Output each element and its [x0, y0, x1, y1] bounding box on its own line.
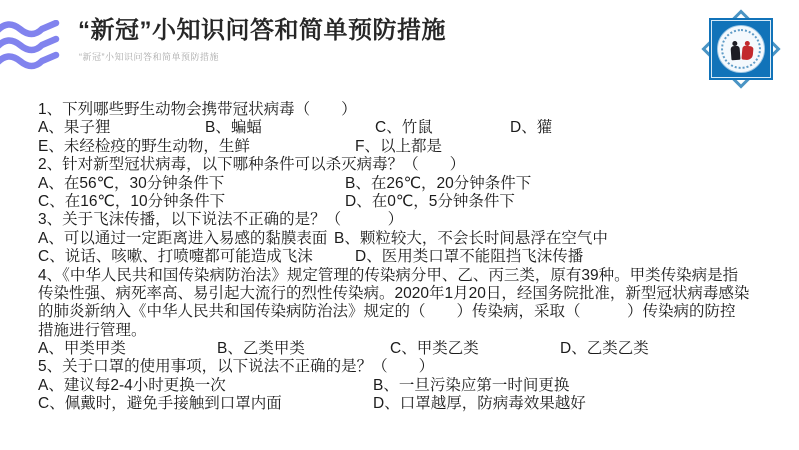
- school-badge-logo: [688, 2, 794, 96]
- badge-figure-red-icon: [741, 46, 753, 61]
- slide-title: “新冠”小知识问答和简单预防措施: [78, 17, 446, 44]
- quiz-line: [38, 395, 783, 413]
- quiz-segment: A、可以通过一定距离进入易感的黏膜表面: [38, 229, 328, 247]
- quiz-segment: A、甲类甲类: [38, 340, 126, 358]
- quiz-line: [38, 101, 783, 119]
- quiz-line: [38, 193, 783, 211]
- quiz-segment: F、以上都是: [355, 137, 442, 155]
- wavy-lines-icon: [0, 20, 60, 72]
- quiz-segment: D、口罩越厚，防病毒效果越好: [373, 395, 586, 413]
- quiz-segment: B、一旦污染应第一时间更换: [373, 376, 570, 394]
- quiz-segment: D、医用类口罩不能阻挡飞沫传播: [355, 248, 584, 266]
- quiz-segment: D、獾: [510, 119, 553, 137]
- quiz-segment: C、竹鼠: [375, 119, 433, 137]
- quiz-line: [38, 285, 783, 303]
- quiz-line: [38, 230, 783, 248]
- slide-subtitle: “新冠”小知识问答和简单预防措施: [79, 52, 219, 62]
- quiz-line: [38, 322, 783, 340]
- quiz-line: [38, 175, 783, 193]
- quiz-segment: A、果子狸: [38, 119, 111, 137]
- quiz-segment: 的肺炎新纳入《中华人民共和国传染病防治法》规定的（ ）传染病，采取（ ）传染病的防控: [38, 303, 736, 321]
- quiz-segment: 5、关于口罩的使用事项，以下说法不正确的是？（ ）: [38, 358, 435, 376]
- quiz-segment: C、说话、咳嗽、打喷嚏都可能造成飞沫: [38, 248, 313, 266]
- quiz-segment: D、在0℃，5分钟条件下: [345, 192, 515, 210]
- quiz-body: [38, 101, 783, 414]
- quiz-segment: B、颗粒较大，不会长时间悬浮在空气中: [334, 229, 608, 247]
- quiz-line: [38, 358, 783, 376]
- quiz-segment: 2、针对新型冠状病毒，以下哪种条件可以杀灭病毒？（ ）: [38, 156, 466, 174]
- badge-square: [709, 18, 773, 80]
- quiz-segment: 1、下列哪些野生动物会携带冠状病毒（ ）: [38, 101, 357, 118]
- quiz-line: [38, 303, 783, 321]
- quiz-segment: C、在16℃，10分钟条件下: [38, 192, 226, 210]
- quiz-segment: B、在26℃，20分钟条件下: [345, 174, 532, 192]
- badge-circle: [717, 25, 765, 73]
- quiz-segment: C、甲类乙类: [390, 340, 479, 358]
- quiz-segment: C、佩戴时，避免手接触到口罩内面: [38, 395, 282, 413]
- quiz-segment: 传染性强、病死率高、易引起大流行的烈性传染病。2020年1月20日，经国务院批准，新型冠状病毒感染: [38, 284, 750, 302]
- quiz-segment: 措施进行管理。: [38, 321, 147, 339]
- quiz-line: [38, 156, 783, 174]
- quiz-segment: A、建议每2-4小时更换一次: [38, 376, 226, 394]
- quiz-line: [38, 377, 783, 395]
- badge-figure-dark-icon: [731, 46, 741, 61]
- quiz-line: [38, 248, 783, 266]
- quiz-segment: D、乙类乙类: [560, 340, 649, 358]
- quiz-line: [38, 138, 783, 156]
- quiz-line: [38, 340, 783, 358]
- quiz-segment: B、乙类甲类: [217, 340, 305, 358]
- quiz-line: [38, 211, 783, 229]
- quiz-segment: 4、《中华人民共和国传染病防治法》规定管理的传染病分甲、乙、丙三类，原有39种。甲类传染病是指: [38, 266, 739, 284]
- quiz-segment: 3、关于飞沫传播，以下说法不正确的是？（ ）: [38, 211, 404, 229]
- quiz-segment: B、蝙蝠: [205, 119, 262, 137]
- quiz-segment: E、未经检疫的野生动物，生鲜: [38, 137, 250, 155]
- quiz-segment: A、在56℃，30分钟条件下: [38, 174, 225, 192]
- quiz-line: [38, 119, 783, 137]
- quiz-line: [38, 267, 783, 285]
